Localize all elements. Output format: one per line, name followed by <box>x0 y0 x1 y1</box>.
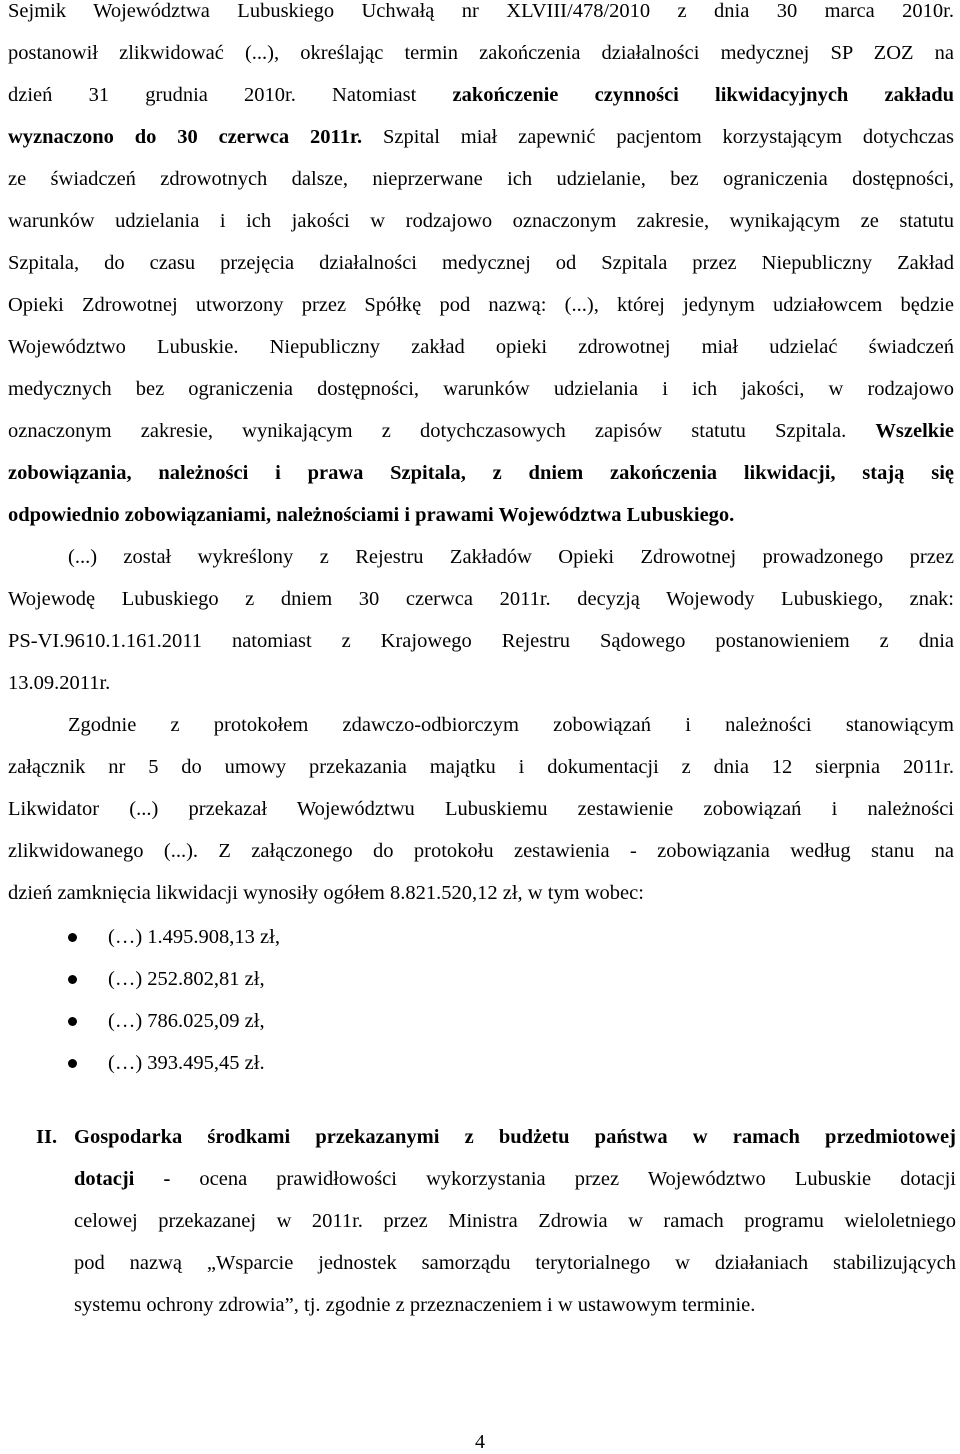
section-number: II. <box>36 1126 58 1148</box>
paragraph-2-line-4: 13.09.2011r. <box>8 672 111 694</box>
paragraph-1-line-4 <box>8 124 954 150</box>
paragraph-1-line-2: postanowił zlikwidować (...), określając termin zakończenia działalności medycznej SP ZOZ na <box>8 42 954 64</box>
bold-text-run: zakończenie czynności likwidacyjnych zakładu <box>452 84 954 106</box>
paragraph-1-line-6: warunków udzielania i ich jakości w rodzajowo oznaczonym zakresie, wynikającym ze statutu <box>8 210 954 232</box>
page-number: 4 <box>475 1431 485 1453</box>
paragraph-1-line-3 <box>8 82 954 108</box>
paragraph-3-line-4: zlikwidowanego (...). Z załączonego do protokołu zestawienia - zobowiązania według stanu na <box>8 840 954 862</box>
paragraph-1-line-13: odpowiednio zobowiązaniami, należnościami i prawami Województwa Lubuskiego. <box>8 504 735 526</box>
section-line-2 <box>74 1166 956 1192</box>
paragraph-3-line-1: Zgodnie z protokołem zdawczo-odbiorczym zobowiązań i należności stanowiącym <box>68 714 954 736</box>
bold-text-run: wyznaczono do 30 czerwca 2011r. <box>8 126 363 148</box>
paragraph-1-line-12: zobowiązania, należności i prawa Szpitala, z dniem zakończenia likwidacji, stają się <box>8 462 954 484</box>
text-run: ocena prawidłowości wykorzystania przez Województwo Lubuskie dotacji <box>170 1168 956 1190</box>
paragraph-3-line-3: Likwidator (...) przekazał Województwu Lubuskiemu zestawienie zobowiązań i należności <box>8 798 954 820</box>
text-run: dzień 31 grudnia 2010r. Natomiast <box>8 84 453 106</box>
paragraph-1-line-10: medycznych bez ograniczenia dostępności, warunków udzielania i ich jakości, w rodzajowo <box>8 378 954 400</box>
paragraph-2-line-2: Wojewodę Lubuskiego z dniem 30 czerwca 2011r. decyzją Wojewody Lubuskiego, znak: <box>8 588 954 610</box>
paragraph-2-line-3: PS-VI.9610.1.161.2011 natomiast z Krajowego Rejestru Sądowego postanowieniem z dnia <box>8 630 954 652</box>
paragraph-3-line-5: dzień zamknięcia likwidacji wynosiły ogółem 8.821.520,12 zł, w tym wobec: <box>8 882 644 904</box>
section-line-4: pod nazwą „Wsparcie jednostek samorządu terytorialnego w działaniach stabilizujących <box>74 1252 956 1274</box>
bullet-icon <box>68 1059 77 1068</box>
text-run: Szpital miał zapewnić pacjentom korzystającym dotychczas <box>362 126 954 148</box>
paragraph-1-line-8: Opieki Zdrowotnej utworzony przez Spółkę pod nazwą: (...), której jedynym udziałowcem będzie <box>8 294 954 316</box>
bullet-icon <box>68 933 77 942</box>
bullet-item: (…) 393.495,45 zł. <box>108 1052 265 1074</box>
paragraph-1-line-11 <box>8 418 954 444</box>
paragraph-3-line-2: załącznik nr 5 do umowy przekazania majątku i dokumentacji z dnia 12 sierpnia 2011r. <box>8 756 954 778</box>
bullet-item: (…) 252.802,81 zł, <box>108 968 265 990</box>
paragraph-1-line-7: Szpitala, do czasu przejęcia działalności medycznej od Szpitala przez Niepubliczny Zakład <box>8 252 954 274</box>
paragraph-1-line-9: Województwo Lubuskie. Niepubliczny zakład opieki zdrowotnej miał udzielać świadczeń <box>8 336 954 358</box>
bold-text-run: Wszelkie <box>875 420 954 442</box>
paragraph-1-line-1: Sejmik Województwa Lubuskiego Uchwałą nr XLVIII/478/2010 z dnia 30 marca 2010r. <box>8 0 954 22</box>
paragraph-2-line-1: (...) został wykreślony z Rejestru Zakładów Opieki Zdrowotnej prowadzonego przez <box>68 546 954 568</box>
section-heading-line-1: Gospodarka środkami przekazanymi z budżetu państwa w ramach przedmiotowej <box>74 1126 956 1148</box>
bullet-item: (…) 1.495.908,13 zł, <box>108 926 280 948</box>
paragraph-1-line-5: ze świadczeń zdrowotnych dalsze, nieprzerwane ich udzielanie, bez ograniczenia dostępności, <box>8 168 954 190</box>
bullet-item: (…) 786.025,09 zł, <box>108 1010 265 1032</box>
bold-text-run: dotacji - <box>74 1168 171 1190</box>
section-line-3: celowej przekazanej w 2011r. przez Ministra Zdrowia w ramach programu wieloletniego <box>74 1210 956 1232</box>
bullet-icon <box>68 975 77 984</box>
text-run: oznaczonym zakresie, wynikającym z dotychczasowych zapisów statutu Szpitala. <box>8 420 876 442</box>
section-line-5: systemu ochrony zdrowia”, tj. zgodnie z przeznaczeniem i w ustawowym terminie. <box>74 1294 756 1316</box>
bullet-icon <box>68 1017 77 1026</box>
